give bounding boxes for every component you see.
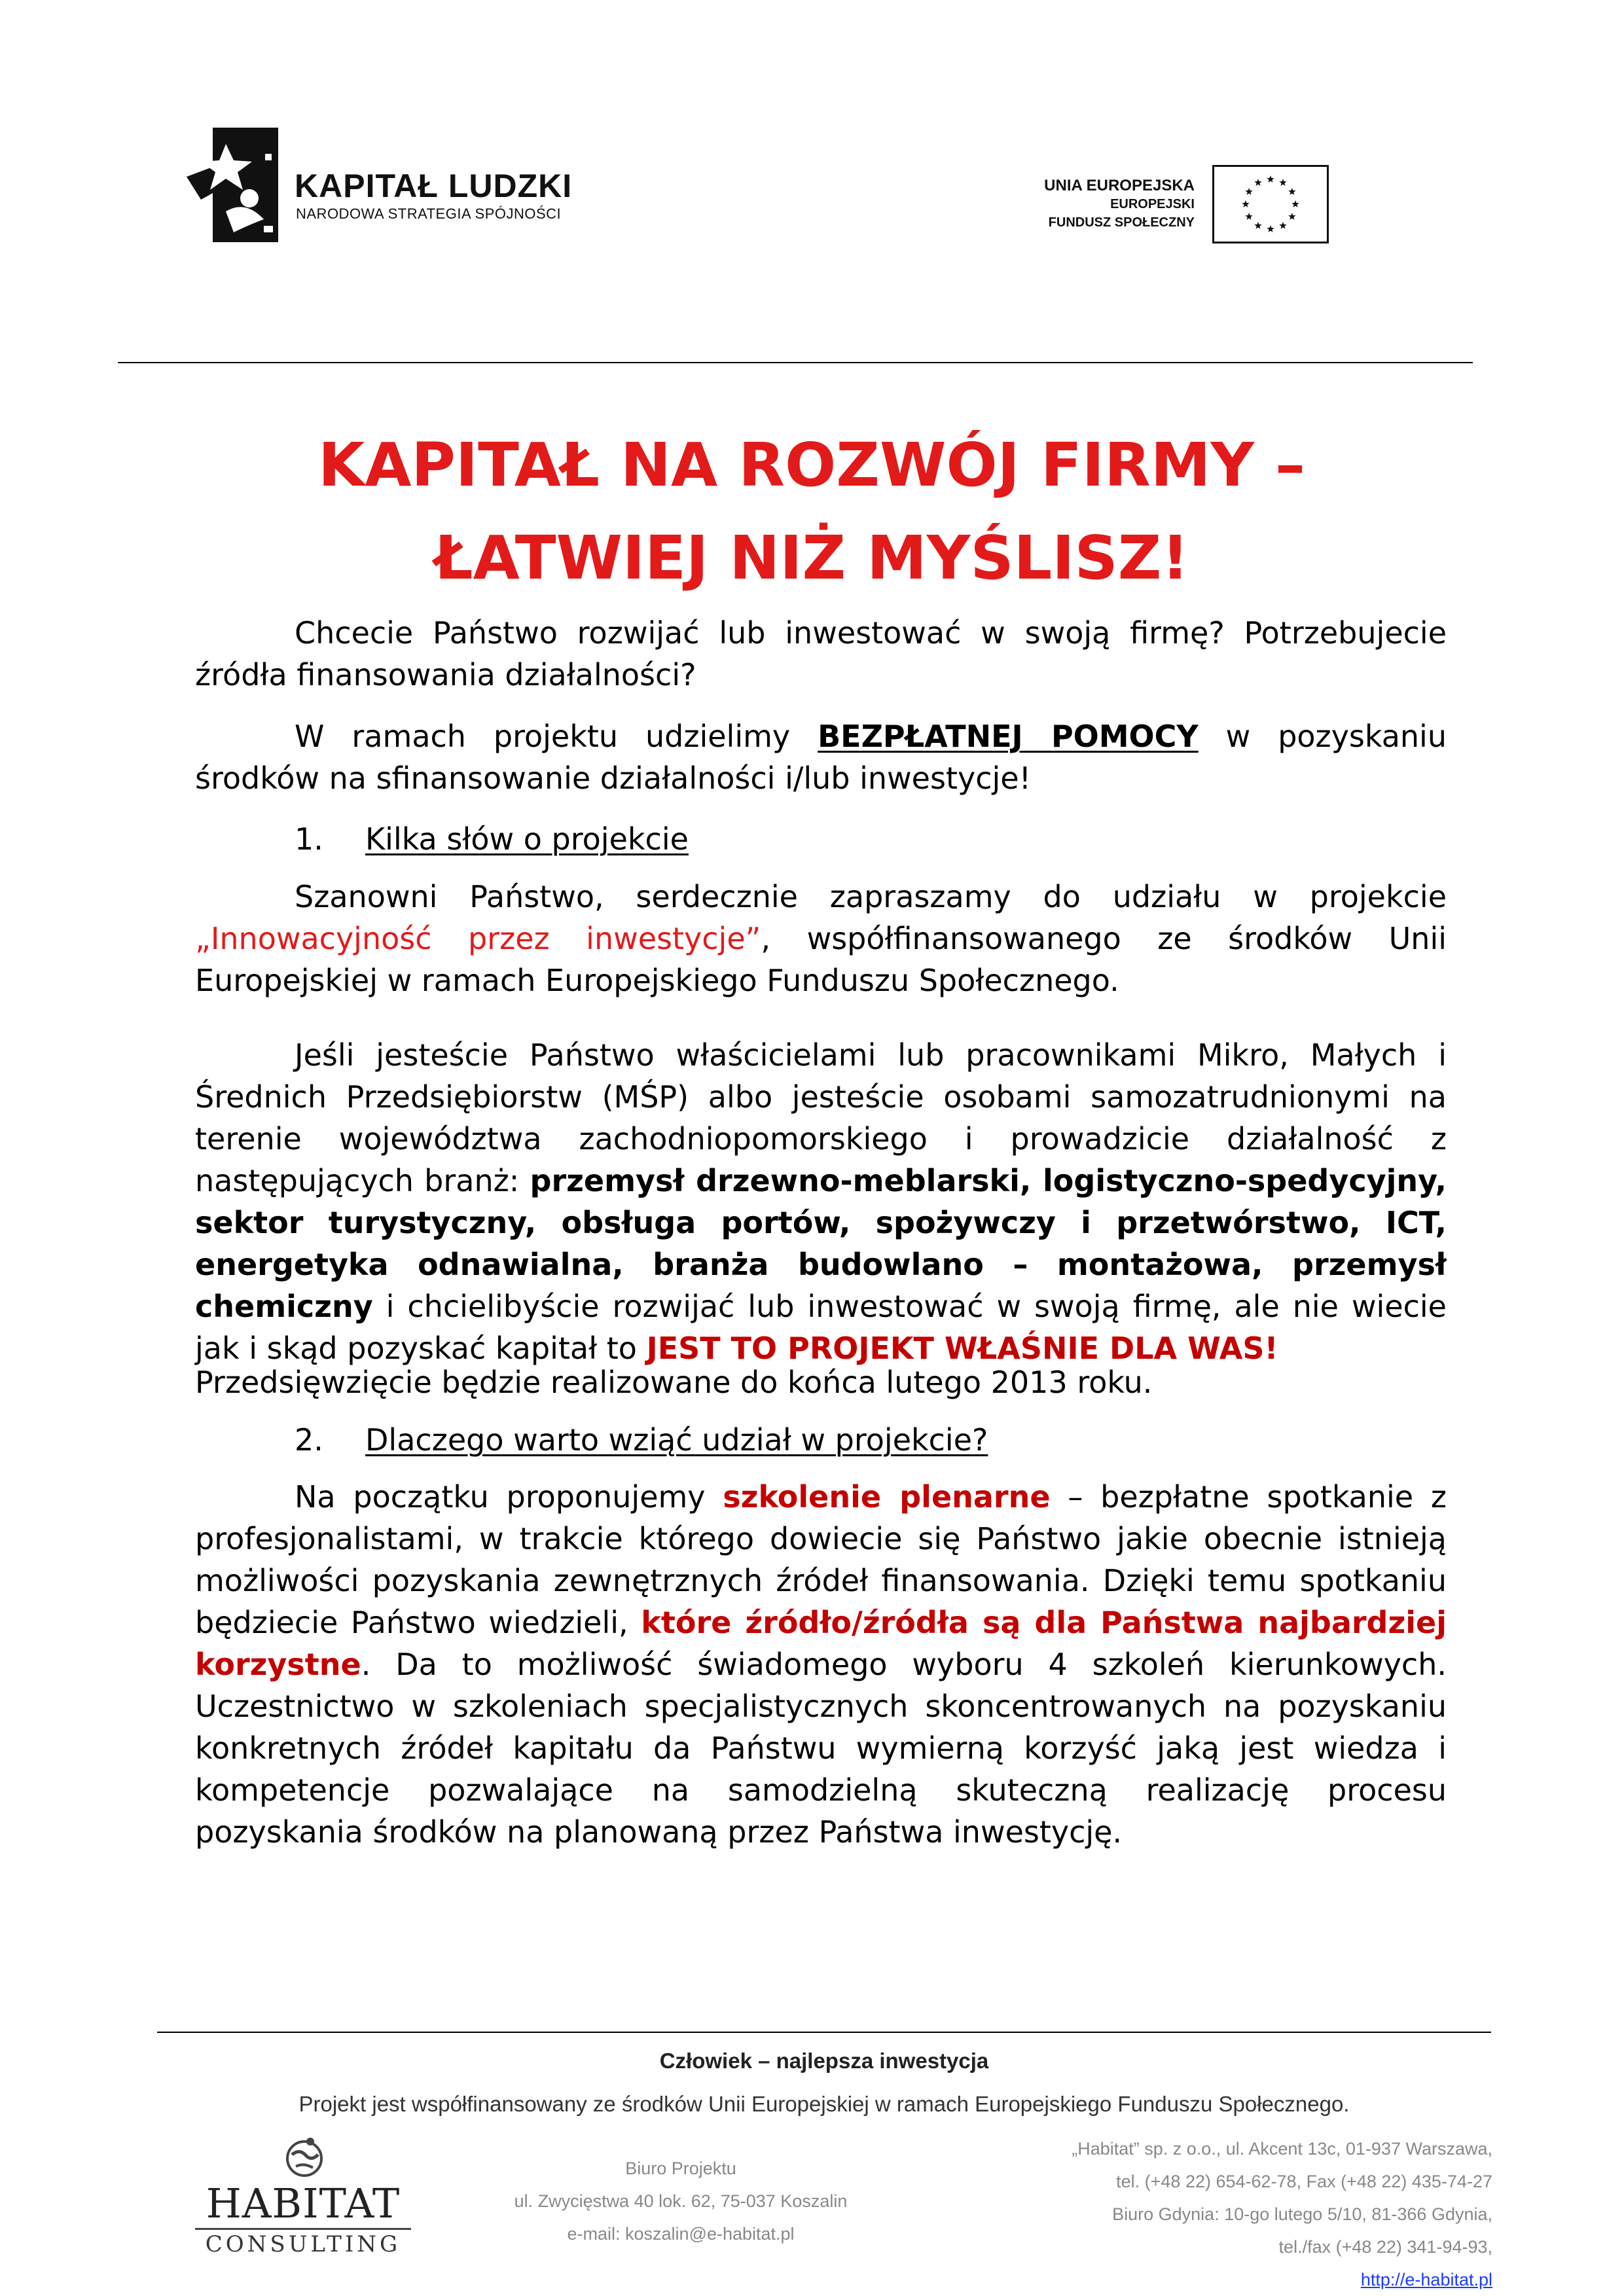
text: Jeśli jesteście Państwo właścicielami lub pracownikami Mikro, Małych i Średnich Przedsiębiorstw (MŚP) albo jesteście osobami samozatrudnionymi na terenie województwa zachodniopomorskiego i prowadzicie działalność z następujących branż: bbox=[195, 1037, 1447, 1198]
free-help-paragraph bbox=[195, 715, 1447, 799]
habitat-globe-icon bbox=[283, 2135, 326, 2178]
section-1-heading bbox=[295, 818, 689, 860]
text: w pozyskaniu środków na sfinansowanie działalności i/lub inwestycje! bbox=[195, 719, 1447, 796]
eu-flag-icon bbox=[1212, 165, 1329, 243]
text: Szanowni Państwo, serdecznie zapraszamy do udziału w projekcie bbox=[295, 879, 1447, 914]
eu-label-line2: EUROPEJSKI bbox=[1110, 197, 1195, 211]
office-email: e-mail: koszalin@e-habitat.pl bbox=[567, 2224, 795, 2244]
company-address: „Habitat” sp. z o.o., ul. Akcent 13c, 01-937 Warszawa, bbox=[1072, 2139, 1492, 2159]
eu-label bbox=[995, 177, 1195, 232]
section-title: Kilka słów o projekcie bbox=[365, 821, 689, 857]
eu-label-line1: UNIA EUROPEJSKA bbox=[1044, 177, 1195, 194]
project-name: „Innowacyjność przez inwestycje” bbox=[195, 921, 761, 956]
project-office bbox=[497, 2152, 864, 2250]
benefits-paragraph bbox=[195, 1476, 1447, 1853]
gdynia-office: Biuro Gdynia: 10-go lutego 5/10, 81-366 Gdynia, bbox=[1112, 2204, 1492, 2224]
kapital-ludzki-logo bbox=[187, 128, 278, 242]
website-link[interactable]: http://e-habitat.pl bbox=[1360, 2270, 1492, 2289]
section-number: 2. bbox=[295, 1422, 323, 1458]
header-divider bbox=[118, 362, 1473, 363]
office-address: ul. Zwycięstwa 40 lok. 62, 75-037 Koszalin bbox=[514, 2191, 848, 2211]
text: , współfinansowanego ze środków Unii Europejskiej w ramach Europejskiego Funduszu Społecznego. bbox=[195, 921, 1447, 998]
text: – bezpłatne spotkanie z profesjonalistami, w trakcie którego dowiecie się Państwo jakie obecnie istnieją możliwości pozyskania zewnętrznych źródeł finansowania. Dzięki temu spotkaniu będziecie Państwo wiedzieli, bbox=[195, 1479, 1447, 1640]
training-highlight: szkolenie plenarne bbox=[723, 1479, 1051, 1515]
footer-divider bbox=[157, 2032, 1491, 2033]
office-label: Biuro Projektu bbox=[625, 2159, 736, 2178]
company-fax: tel./fax (+48 22) 341-94-93, bbox=[1278, 2237, 1492, 2257]
text: Na początku proponujemy bbox=[295, 1479, 723, 1515]
program-title: KAPITAŁ LUDZKI bbox=[295, 168, 573, 204]
habitat-logo-name: HABITAT bbox=[206, 2179, 401, 2227]
industries-list: przemysł drzewno-meblarski, logistyczno-spedycyjny, sektor turystyczny, obsługa portów, spożywczy i przetwórstwo, ICT, energetyka odnawialna, branża budowlano – montażowa, przemysł chemiczny bbox=[195, 1163, 1447, 1324]
habitat-logo-sub: CONSULTING bbox=[195, 2228, 411, 2257]
company-info bbox=[949, 2132, 1492, 2296]
title-line2: ŁATWIEJ NIŻ MYŚLISZ! bbox=[434, 523, 1189, 593]
company-contact bbox=[949, 2231, 1492, 2296]
page-title bbox=[131, 419, 1492, 605]
section-title: Dlaczego warto wziąć udział w projekcie? bbox=[365, 1422, 988, 1458]
text: W ramach projektu udzielimy bbox=[295, 719, 818, 754]
deadline-paragraph: Przedsięwzięcie będzie realizowane do końca lutego 2013 roku. bbox=[195, 1365, 1153, 1400]
footer-slogan: Człowiek – najlepsza inwestycja bbox=[659, 2049, 989, 2073]
eligibility-paragraph bbox=[195, 1034, 1447, 1369]
text: i chcielibyście rozwijać lub inwestować w swoją firmę, ale nie wiecie jak i skąd pozyskać kapitał to bbox=[195, 1289, 1447, 1366]
free-help-emphasis: BEZPŁATNEJ POMOCY bbox=[818, 719, 1199, 754]
title-line1: KAPITAŁ NA ROZWÓJ FIRMY – bbox=[317, 430, 1306, 500]
sources-highlight: które źródło/źródła są dla Państwa najbardziej korzystne bbox=[195, 1605, 1447, 1682]
project-paragraph bbox=[195, 876, 1447, 1001]
section-2-heading bbox=[295, 1419, 988, 1461]
eu-label-line3: FUNDUSZ SPOŁECZNY bbox=[1048, 215, 1195, 230]
company-phone: tel. (+48 22) 654-62-78, Fax (+48 22) 435-74-27 bbox=[1116, 2172, 1492, 2191]
section-number: 1. bbox=[295, 821, 323, 857]
text: . Da to możliwość świadomego wyboru 4 szkoleń kierunkowych. Uczestnictwo w szkoleniach specjalistycznych skoncentrowanych na pozyskaniu konkretnych źródeł kapitału da Państwu wymierną korzyść jaką jest wiedza i kompetencje pozwalające na samodzielną skuteczną realizację procesu pozyskania środków na planowaną przez Państwa inwestycję. bbox=[195, 1647, 1447, 1850]
cofinancing-note: Projekt jest współfinansowany ze środków Unii Europejskiej w ramach Europejskiego Funduszu Społecznego. bbox=[298, 2092, 1350, 2116]
call-to-action: JEST TO PROJEKT WŁAŚNIE DLA WAS! bbox=[646, 1331, 1278, 1366]
program-subtitle: NARODOWA STRATEGIA SPÓJNOŚCI bbox=[296, 206, 562, 222]
intro-paragraph: Chcecie Państwo rozwijać lub inwestować w swoją firmę? Potrzebujecie źródła finansowania działalności? bbox=[195, 615, 1447, 692]
